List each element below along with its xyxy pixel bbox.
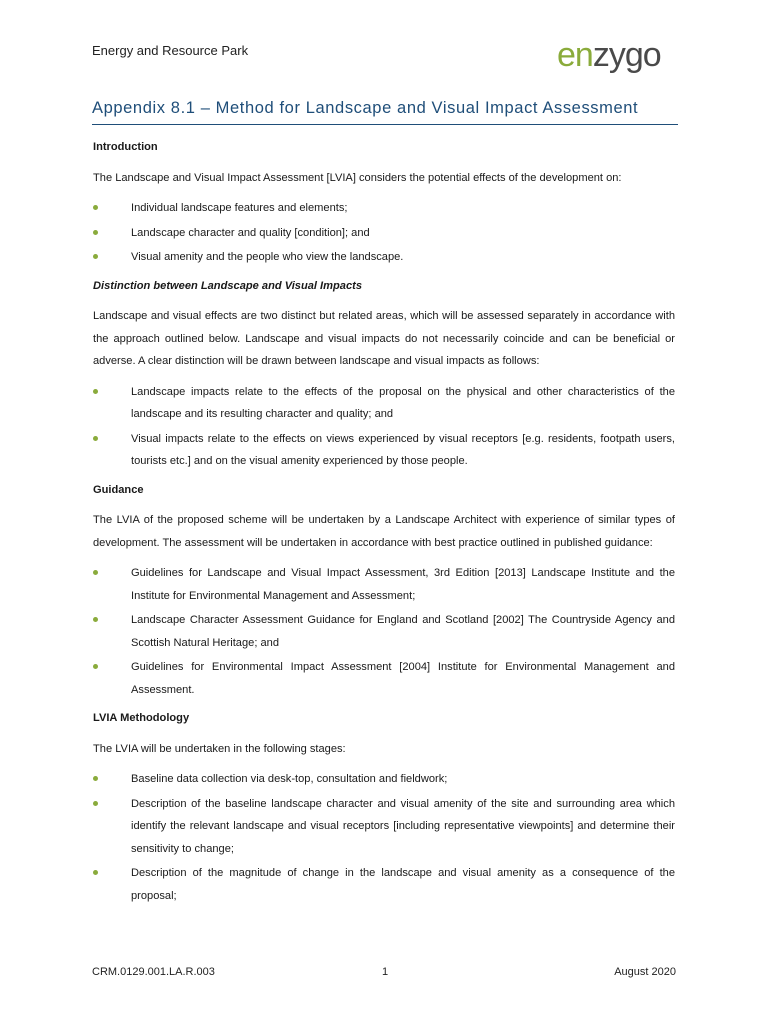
document-body bbox=[93, 136, 675, 913]
intro-paragraph: The Landscape and Visual Impact Assessment [LVIA] considers the potential effects of the development on: bbox=[93, 171, 622, 184]
list-item: Guidelines for Environmental Impact Assessment [2004] Institute for Environmental Management and Assessment. bbox=[93, 656, 675, 701]
list-item: Visual amenity and the people who view the landscape. bbox=[93, 246, 675, 269]
bullet-icon bbox=[93, 205, 98, 210]
list-item: Landscape impacts relate to the effects of the proposal on the physical and other characteristics of the landscape and its resulting character and quality; and bbox=[93, 381, 675, 426]
distinction-paragraph: Landscape and visual effects are two distinct but related areas, which will be assessed separately in accordance with the approach outlined below. Landscape and visual impacts do not necessarily coincide and can be beneficial or adverse. A clear distinction will be drawn between landscape and visual impacts as follows: bbox=[93, 310, 675, 367]
document-reference: CRM.0129.001.LA.R.003 bbox=[92, 966, 215, 978]
guidance-bullet-list bbox=[93, 562, 675, 701]
svg-text:enzygo: enzygo bbox=[557, 36, 661, 74]
methodology-paragraph: The LVIA will be undertaken in the following stages: bbox=[93, 742, 346, 755]
section-heading-methodology: LVIA Methodology bbox=[93, 712, 190, 724]
list-item: Description of the baseline landscape character and visual amenity of the site and surrounding area which identify the relevant landscape and visual receptors [including representative viewpoints] and determine their sensitivity to change; bbox=[93, 793, 675, 861]
distinction-bullet-list bbox=[93, 381, 675, 473]
bullet-icon bbox=[93, 801, 98, 806]
bullet-icon bbox=[93, 230, 98, 235]
bullet-icon bbox=[93, 389, 98, 394]
list-item: Visual impacts relate to the effects on views experienced by visual receptors [e.g. residents, footpath users, tourists etc.] and on the visual amenity experienced by those people. bbox=[93, 428, 675, 473]
section-heading-introduction: Introduction bbox=[93, 141, 158, 153]
bullet-icon bbox=[93, 776, 98, 781]
title-divider bbox=[92, 124, 678, 125]
list-item: Landscape Character Assessment Guidance for England and Scotland [2002] The Countryside Agency and Scottish Natural Heritage; and bbox=[93, 609, 675, 654]
page-number: 1 bbox=[382, 966, 389, 978]
intro-bullet-list bbox=[93, 197, 675, 269]
list-item: Landscape character and quality [condition]; and bbox=[93, 222, 675, 245]
project-name: Energy and Resource Park bbox=[92, 43, 249, 58]
document-date: August 2020 bbox=[614, 966, 676, 978]
list-item: Baseline data collection via desk-top, consultation and fieldwork; bbox=[93, 768, 675, 791]
bullet-icon bbox=[93, 664, 98, 669]
bullet-icon bbox=[93, 254, 98, 259]
section-heading-distinction: Distinction between Landscape and Visual Impacts bbox=[93, 279, 362, 292]
list-item: Description of the magnitude of change in the landscape and visual amenity as a consequence of the proposal; bbox=[93, 862, 675, 907]
bullet-icon bbox=[93, 617, 98, 622]
guidance-paragraph: The LVIA of the proposed scheme will be undertaken by a Landscape Architect with experience of similar types of development. The assessment will be undertaken in accordance with best practice outlined in published guidance: bbox=[93, 514, 675, 549]
page-title: Appendix 8.1 – Method for Landscape and Visual Impact Assessment bbox=[92, 99, 639, 117]
list-item: Guidelines for Landscape and Visual Impact Assessment, 3rd Edition [2013] Landscape Institute and the Institute for Environmental Management and Assessment; bbox=[93, 562, 675, 607]
bullet-icon bbox=[93, 436, 98, 441]
bullet-icon bbox=[93, 870, 98, 875]
methodology-bullet-list bbox=[93, 768, 675, 907]
section-heading-guidance: Guidance bbox=[93, 483, 144, 496]
bullet-icon bbox=[93, 570, 98, 575]
list-item: Individual landscape features and elements; bbox=[93, 197, 675, 220]
enzygo-logo bbox=[555, 36, 675, 76]
